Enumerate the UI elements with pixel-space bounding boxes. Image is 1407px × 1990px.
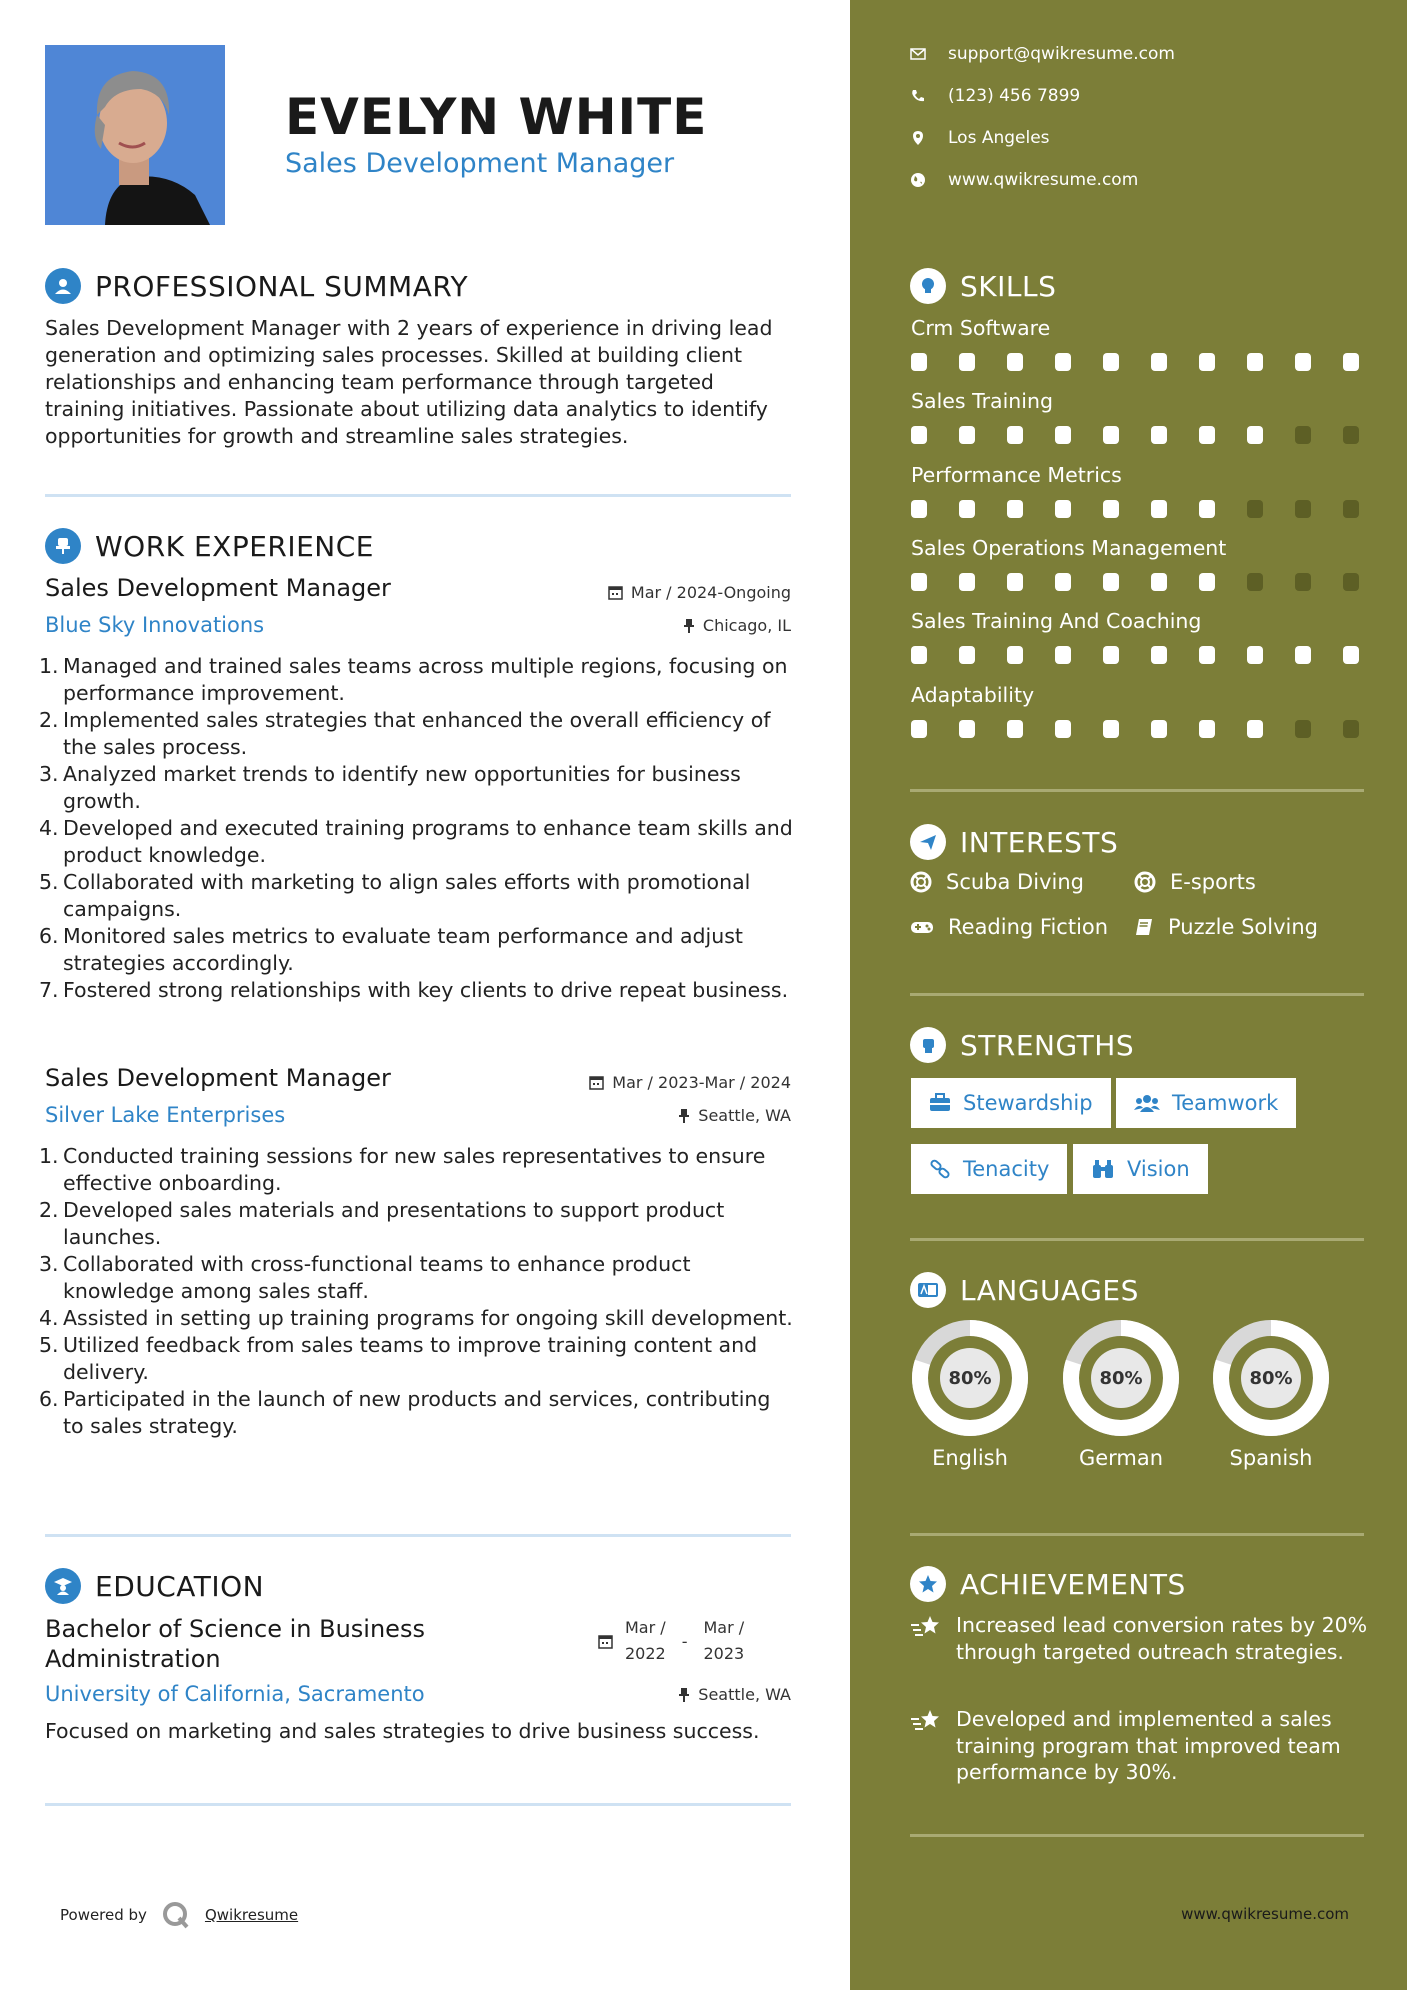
education-location-text: Seattle, WA <box>698 1685 791 1704</box>
strength-label: Tenacity <box>963 1157 1050 1181</box>
website-text: www.qwikresume.com <box>948 170 1139 190</box>
divider <box>45 1534 791 1537</box>
skill-dot <box>1247 720 1263 738</box>
education-title: EDUCATION <box>95 1569 265 1603</box>
candidate-name: EVELYN WHITE <box>285 88 708 146</box>
list-item: Implemented sales strategies that enhanced the overall efficiency of the sales process. <box>63 708 771 759</box>
skill-dot <box>959 573 975 591</box>
skill-dot <box>1295 426 1311 444</box>
contact-email[interactable] <box>910 44 1175 64</box>
skill-dot <box>1007 353 1023 371</box>
strengths-title: STRENGTHS <box>960 1028 1135 1062</box>
company-name: Blue Sky Innovations <box>45 613 265 637</box>
skill-dot <box>1151 573 1167 591</box>
skill-dot <box>911 353 927 371</box>
lightbulb-icon <box>910 268 946 304</box>
divider <box>910 993 1364 996</box>
end-year: 2023 <box>703 1644 745 1663</box>
job-date-text: Mar / 2023-Mar / 2024 <box>612 1073 791 1092</box>
summary-title: PROFESSIONAL SUMMARY <box>95 269 469 303</box>
powered-by-label: Powered by <box>60 1906 147 1924</box>
skill-dot <box>1247 573 1263 591</box>
interest-item <box>1134 870 1256 894</box>
language-ring <box>1061 1318 1181 1438</box>
list-item: Collaborated with marketing to align sales efforts with promotional campaigns. <box>63 870 751 921</box>
job-location-text: Chicago, IL <box>702 616 791 635</box>
shooting-star-icon <box>910 1708 942 1734</box>
skill-dot <box>1151 426 1167 444</box>
job-location <box>678 1106 791 1125</box>
graduate-icon <box>45 1568 81 1604</box>
email-text: support@qwikresume.com <box>948 44 1175 64</box>
fist-icon <box>910 1027 946 1063</box>
skill-dot <box>1151 500 1167 518</box>
end-date: Mar / <box>703 1618 745 1637</box>
calendar-icon <box>608 585 623 600</box>
skill-dot <box>1247 500 1263 518</box>
strengths-heading <box>910 1027 1134 1063</box>
skill-dot <box>1007 573 1023 591</box>
job-date-text: Mar / 2024-Ongoing <box>630 583 791 602</box>
skill-dot <box>1295 646 1311 664</box>
list-item: Managed and trained sales teams across multiple regions, focusing on performance improvement. <box>63 654 788 705</box>
strength-chip <box>911 1144 1067 1194</box>
achievements-heading <box>910 1566 1186 1602</box>
education-heading <box>45 1568 264 1604</box>
calendar-icon <box>589 1075 604 1090</box>
divider <box>910 1533 1364 1536</box>
skill-dot <box>959 426 975 444</box>
divider <box>910 1834 1364 1837</box>
skill-dot <box>911 646 927 664</box>
skill-dot <box>1343 573 1359 591</box>
achievement-item <box>910 1706 1370 1786</box>
skill-dot <box>1007 646 1023 664</box>
skill-dot <box>1055 646 1071 664</box>
degree <box>45 1614 425 1674</box>
skill-dot <box>1295 500 1311 518</box>
interest-label: Scuba Diving <box>946 870 1084 894</box>
skill-dot <box>911 720 927 738</box>
skill-dot <box>1103 573 1119 591</box>
list-item: Participated in the launch of new products and services, contributing to sales strategy. <box>63 1387 771 1438</box>
profile-photo <box>45 45 225 225</box>
skill-dot <box>959 500 975 518</box>
skill-dot <box>1199 646 1215 664</box>
list-item: Assisted in setting up training programs for ongoing skill development. <box>63 1306 793 1330</box>
skill-dot <box>1199 500 1215 518</box>
skill-rating <box>911 353 1359 371</box>
skill-name: Sales Training And Coaching <box>911 609 1202 633</box>
user-icon <box>45 268 81 304</box>
skill-dot <box>1247 353 1263 371</box>
star-badge-icon <box>910 1566 946 1602</box>
location-text: Los Angeles <box>948 128 1050 148</box>
skill-dot <box>1199 720 1215 738</box>
strength-label: Stewardship <box>963 1091 1093 1115</box>
skill-dot <box>1103 500 1119 518</box>
education-dates <box>598 1615 744 1667</box>
degree-line: Administration <box>45 1645 221 1673</box>
language-ring <box>1211 1318 1331 1438</box>
education-location <box>678 1685 791 1704</box>
skill-rating <box>911 573 1359 591</box>
date-separator: - <box>681 1631 688 1651</box>
language-percent: 80% <box>1091 1348 1151 1408</box>
contact-phone[interactable] <box>910 86 1080 106</box>
pin-icon <box>678 1108 690 1123</box>
interests-title: INTERESTS <box>960 825 1119 859</box>
list-item: Analyzed market trends to identify new opportunities for business growth. <box>63 762 741 813</box>
start-year: 2022 <box>625 1644 666 1663</box>
skill-dot <box>1295 573 1311 591</box>
education-text: Focused on marketing and sales strategies to drive business success. <box>45 1719 760 1743</box>
languages-title: LANGUAGES <box>960 1273 1139 1307</box>
strength-label: Vision <box>1127 1157 1190 1181</box>
experience-heading <box>45 528 374 564</box>
contact-location <box>910 128 1050 148</box>
link-icon <box>929 1158 951 1180</box>
skill-dot <box>1151 720 1167 738</box>
list-item: Monitored sales metrics to evaluate team performance and adjust strategies accordingly. <box>63 924 743 975</box>
interest-item <box>910 870 1084 894</box>
skill-dot <box>1199 573 1215 591</box>
skill-rating <box>911 720 1359 738</box>
skill-dot <box>1055 500 1071 518</box>
list-item: Conducted training sessions for new sales representatives to ensure effective onboarding. <box>63 1144 766 1195</box>
language-name: Spanish <box>1229 1446 1313 1470</box>
skill-dot <box>911 426 927 444</box>
gamepad-icon <box>910 918 934 936</box>
list-item: Developed sales materials and presentations to support product launches. <box>63 1198 725 1249</box>
skill-name: Sales Training <box>911 389 1053 413</box>
skill-dot <box>1007 500 1023 518</box>
binoculars-icon <box>1091 1159 1115 1179</box>
skill-name: Performance Metrics <box>911 463 1122 487</box>
skill-dot <box>1343 720 1359 738</box>
skill-dot <box>1007 426 1023 444</box>
skill-dot <box>1055 426 1071 444</box>
users-icon <box>1134 1093 1160 1113</box>
strength-chip <box>1073 1144 1208 1194</box>
interest-label: E-sports <box>1170 870 1256 894</box>
language-item <box>910 1318 1030 1470</box>
contact-website[interactable] <box>910 170 1138 190</box>
paper-plane-icon <box>910 824 946 860</box>
skill-dot <box>1007 720 1023 738</box>
school-name: University of California, Sacramento <box>45 1682 425 1706</box>
languages-heading <box>910 1272 1139 1308</box>
achievement-text: Developed and implemented a sales training program that improved team performance by 30%. <box>956 1707 1341 1784</box>
book-icon <box>1134 917 1154 937</box>
skill-dot <box>1151 353 1167 371</box>
footer-site[interactable]: www.qwikresume.com <box>1181 1905 1349 1923</box>
divider <box>910 789 1364 792</box>
language-name: English <box>932 1446 1008 1470</box>
list-item: Utilized feedback from sales teams to improve training content and delivery. <box>63 1333 758 1384</box>
skill-rating <box>911 426 1359 444</box>
skill-name: Crm Software <box>911 316 1051 340</box>
language-name: German <box>1078 1446 1164 1470</box>
powered-by <box>60 1900 298 1930</box>
skill-dot <box>1295 353 1311 371</box>
skills-heading <box>910 268 1056 304</box>
life-ring-icon <box>910 871 932 893</box>
brand-link[interactable]: Qwikresume <box>204 1906 299 1924</box>
skill-dot <box>1199 426 1215 444</box>
skill-dot <box>959 353 975 371</box>
language-item <box>1061 1318 1181 1470</box>
skill-dot <box>1343 426 1359 444</box>
interest-label: Puzzle Solving <box>1168 915 1318 939</box>
list-item: Developed and executed training programs to enhance team skills and product knowledge. <box>63 816 793 867</box>
briefcase-icon <box>929 1093 951 1113</box>
chair-icon <box>45 528 81 564</box>
skill-dot <box>911 500 927 518</box>
skill-dot <box>1247 646 1263 664</box>
job-location <box>683 616 791 635</box>
skill-dot <box>1055 573 1071 591</box>
pin-icon <box>683 618 695 633</box>
skill-dot <box>1055 720 1071 738</box>
skill-dot <box>911 573 927 591</box>
skill-dot <box>1055 353 1071 371</box>
language-percent: 80% <box>1241 1348 1301 1408</box>
skill-name: Sales Operations Management <box>911 536 1227 560</box>
list-item: Collaborated with cross-functional teams to enhance product knowledge among sales staff. <box>63 1252 691 1303</box>
skill-dot <box>1103 720 1119 738</box>
sidebar <box>850 0 1407 1990</box>
start-date: Mar / <box>625 1618 666 1637</box>
divider <box>45 1803 791 1806</box>
skill-dot <box>1343 646 1359 664</box>
divider <box>910 1238 1364 1241</box>
job-title: Sales Development Manager <box>45 1064 391 1092</box>
interests-heading <box>910 824 1118 860</box>
interest-label: Reading Fiction <box>948 915 1109 939</box>
strength-label: Teamwork <box>1172 1091 1279 1115</box>
language-item <box>1211 1318 1331 1470</box>
skill-dot <box>1343 353 1359 371</box>
calendar-icon <box>598 1634 613 1649</box>
skill-dot <box>1199 353 1215 371</box>
divider <box>45 494 791 497</box>
skill-rating <box>911 500 1359 518</box>
job-date <box>589 1073 791 1092</box>
job-duties <box>45 653 795 1004</box>
job-location-text: Seattle, WA <box>698 1106 791 1125</box>
job-date <box>608 583 791 602</box>
phone-text: (123) 456 7899 <box>948 86 1081 106</box>
achievement-item <box>910 1612 1370 1665</box>
skill-dot <box>1343 500 1359 518</box>
summary-heading <box>45 268 468 304</box>
skill-dot <box>1103 353 1119 371</box>
phone-icon <box>910 88 926 104</box>
skill-dot <box>1295 720 1311 738</box>
skill-dot <box>1103 646 1119 664</box>
achievements-title: ACHIEVEMENTS <box>960 1567 1186 1601</box>
experience-title: WORK EXPERIENCE <box>95 529 374 563</box>
strength-chip <box>911 1078 1111 1128</box>
envelope-icon <box>910 46 926 62</box>
map-marker-icon <box>910 130 926 146</box>
job-title: Sales Development Manager <box>45 574 391 602</box>
language-ring <box>910 1318 1030 1438</box>
company-name: Silver Lake Enterprises <box>45 1103 286 1127</box>
skills-title: SKILLS <box>960 269 1057 303</box>
skill-dot <box>959 720 975 738</box>
globe-icon <box>910 172 926 188</box>
language-percent: 80% <box>940 1348 1000 1408</box>
skill-rating <box>911 646 1359 664</box>
qwikresume-logo-icon <box>161 1900 191 1930</box>
interest-item <box>910 915 1108 939</box>
skill-dot <box>1151 646 1167 664</box>
job-duties <box>45 1143 795 1440</box>
skill-name: Adaptability <box>911 683 1035 707</box>
pin-icon <box>678 1687 690 1702</box>
skill-dot <box>1247 426 1263 444</box>
skill-dot <box>959 646 975 664</box>
candidate-role: Sales Development Manager <box>285 148 675 179</box>
skill-dot <box>1103 426 1119 444</box>
achievement-text: Increased lead conversion rates by 20% through targeted outreach strategies. <box>956 1613 1368 1664</box>
language-icon <box>910 1272 946 1308</box>
summary-text: Sales Development Manager with 2 years of experience in driving lead generation and optimizing sales processes. Skilled at building client relationships and enhancing team performance through targeted training initiatives. Passionate about utilizing data analytics to identify opportunities for growth and streamline sales strategies. <box>45 316 773 448</box>
interest-item <box>1134 915 1318 939</box>
list-item: Fostered strong relationships with key clients to drive repeat business. <box>63 978 789 1002</box>
life-ring-icon <box>1134 871 1156 893</box>
degree-line: Bachelor of Science in Business <box>45 1615 425 1643</box>
strength-chip <box>1116 1078 1296 1128</box>
shooting-star-icon <box>910 1614 942 1640</box>
